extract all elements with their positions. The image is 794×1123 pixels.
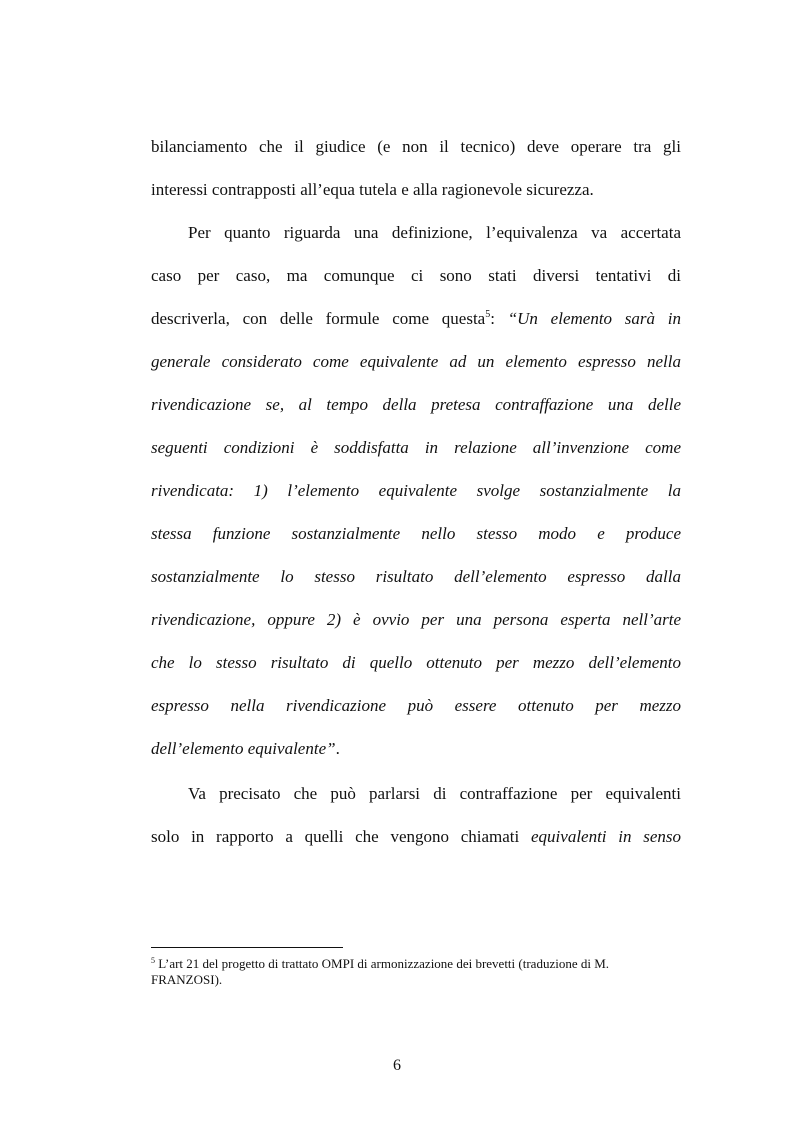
page-number: 6	[393, 1057, 401, 1074]
quote-line: rivendicazione, oppure 2) è ovvio per una persona esperta nell’arte	[151, 610, 681, 629]
footnote: $^5$ L’art 21 del progetto di trattato OMPI di armonizzazione dei brevetti (traduzione di M.	[151, 956, 610, 971]
body-line	[151, 309, 681, 329]
quote-line: stessa funzione sostanzialmente nello stesso modo e produce	[151, 524, 681, 543]
footnote-marker: 5	[151, 956, 155, 965]
footnote-continuation: FRANZOSI).	[151, 972, 223, 987]
paragraph-start: Per quanto riguarda una definizione, l’equivalenza va accertata	[188, 223, 681, 242]
quote-line: seguenti condizioni è soddisfatta in relazione all’invenzione come	[151, 438, 681, 457]
body-line: bilanciamento che il giudice (e non il tecnico) deve operare tra gli	[151, 137, 681, 156]
footnote-ref: 5	[485, 309, 491, 320]
quote-line: rivendicazione se, al tempo della pretesa contraffazione una delle	[151, 395, 681, 414]
body-line: caso per caso, ma comunque ci sono stati diversi tentativi di	[151, 266, 681, 285]
quote-text: “Un elemento sarà in	[507, 309, 681, 328]
quote-line: che lo stesso risultato di quello ottenuto per mezzo dell’elemento	[151, 653, 681, 672]
emphasis-text: equivalenti in senso	[531, 827, 682, 846]
quote-line: espresso nella rivendicazione può essere ottenuto per mezzo	[151, 696, 681, 715]
footnote-separator	[151, 947, 343, 948]
body-line: solo in rapporto a quelli che vengono chiamati equivalenti in senso	[151, 827, 682, 846]
paragraph-start: Va precisato che può parlarsi di contraffazione per equivalenti	[188, 784, 681, 803]
body-text: :	[490, 309, 508, 328]
body-text: descriverla, con delle formule come questa	[151, 309, 486, 328]
body-line: interessi contrapposti all’equa tutela e alla ragionevole sicurezza.	[151, 180, 594, 199]
quote-line: rivendicata: 1) l’elemento equivalente svolge sostanzialmente la	[151, 481, 681, 500]
quote-line: sostanzialmente lo stesso risultato dell’elemento espresso dalla	[151, 567, 681, 586]
quote-line: dell’elemento equivalente”.	[151, 739, 340, 758]
quote-line: generale considerato come equivalente ad un elemento espresso nella	[151, 352, 681, 371]
